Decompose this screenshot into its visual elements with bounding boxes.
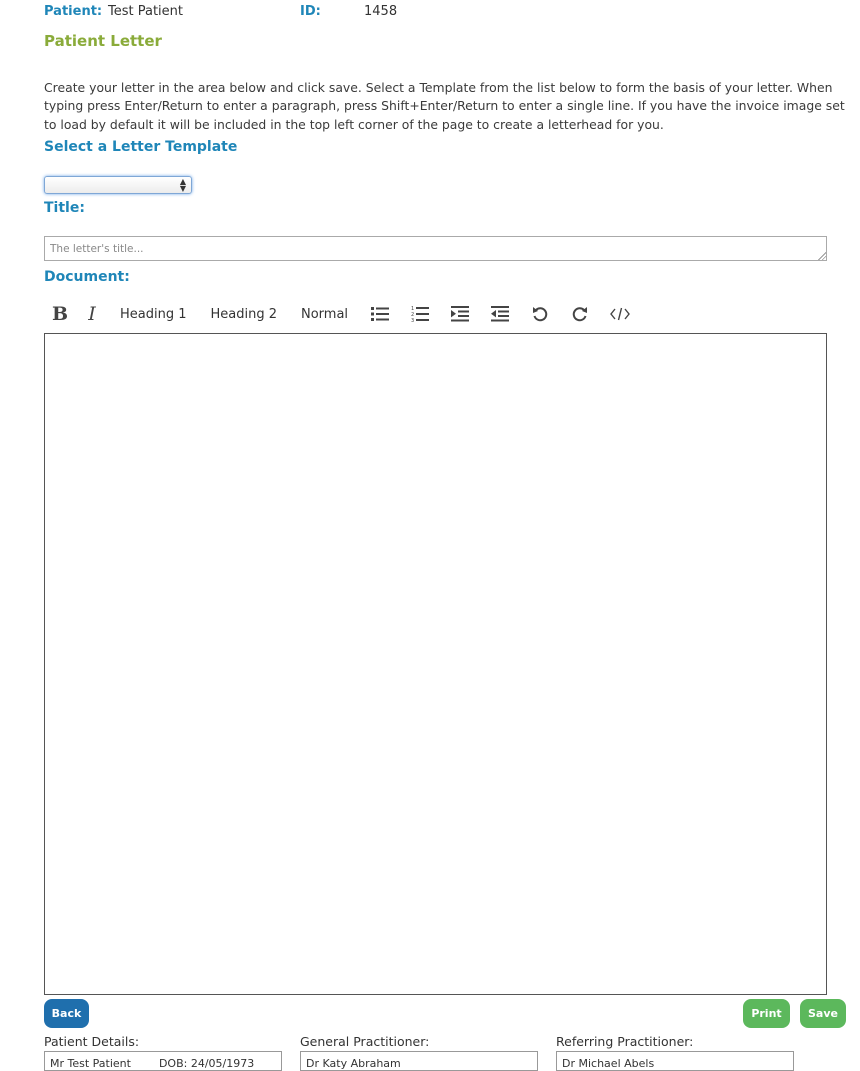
instructions-text: Create your letter in the area below and click save. Select a Template from the list below to form the basis of your letter. When typing press Enter/Return to enter a paragraph, press Shift+Enter/Return to enter a single line. If you have the invoice image set to load by default it will be included in the top left corner of the page to create a letterhead for you. [44,80,845,132]
page-title: Patient Letter [44,32,162,50]
italic-button[interactable]: I [88,303,96,325]
heading2-button[interactable]: Heading 2 [210,306,277,322]
save-button[interactable]: Save [800,999,846,1028]
bold-button[interactable]: B [51,303,69,325]
gp-label: General Practitioner: [300,1034,430,1049]
patient-details-field[interactable]: Mr Test Patient DOB: 24/05/1973 [44,1051,282,1071]
select-arrows-icon: ▲ ▼ [179,177,186,193]
document-label: Document: [44,269,130,285]
patient-details-label: Patient Details: [44,1034,140,1049]
title-label: Title: [44,200,85,216]
id-label: ID: [300,4,321,19]
redo-icon [572,306,588,322]
svg-text:1: 1 [411,306,415,312]
code-view-button[interactable] [600,300,640,328]
indent-button[interactable] [440,300,480,328]
document-editor[interactable] [44,333,827,995]
gp-field[interactable]: Dr Katy Abraham [300,1051,538,1071]
patient-label: Patient: [44,4,103,19]
template-selected-value [45,182,49,195]
title-input[interactable] [44,236,827,261]
template-select[interactable] [44,176,192,194]
heading1-button[interactable]: Heading 1 [120,306,187,322]
normal-button[interactable]: Normal [301,306,349,322]
redo-button[interactable] [560,300,600,328]
bullet-list-button[interactable] [360,300,400,328]
print-button[interactable]: Print [743,999,790,1028]
bullet-list-icon [371,306,389,322]
undo-icon [532,306,548,322]
editor-toolbar [44,300,640,328]
numbered-list-icon [411,305,429,323]
referring-field[interactable]: Dr Michael Abels [556,1051,794,1071]
resize-grip-icon[interactable] [817,251,826,260]
id-value: 1458 [364,4,398,19]
back-button[interactable]: Back [44,999,89,1028]
outdent-button[interactable] [480,300,520,328]
referring-label: Referring Practitioner: [556,1034,694,1049]
template-label: Select a Letter Template [44,139,238,155]
numbered-list-button[interactable] [400,300,440,328]
svg-text:3: 3 [411,318,415,323]
patient-name: Test Patient [108,4,183,19]
outdent-icon [491,306,509,322]
svg-text:2: 2 [411,312,415,318]
code-icon [610,307,630,321]
undo-button[interactable] [520,300,560,328]
indent-icon [451,306,469,322]
